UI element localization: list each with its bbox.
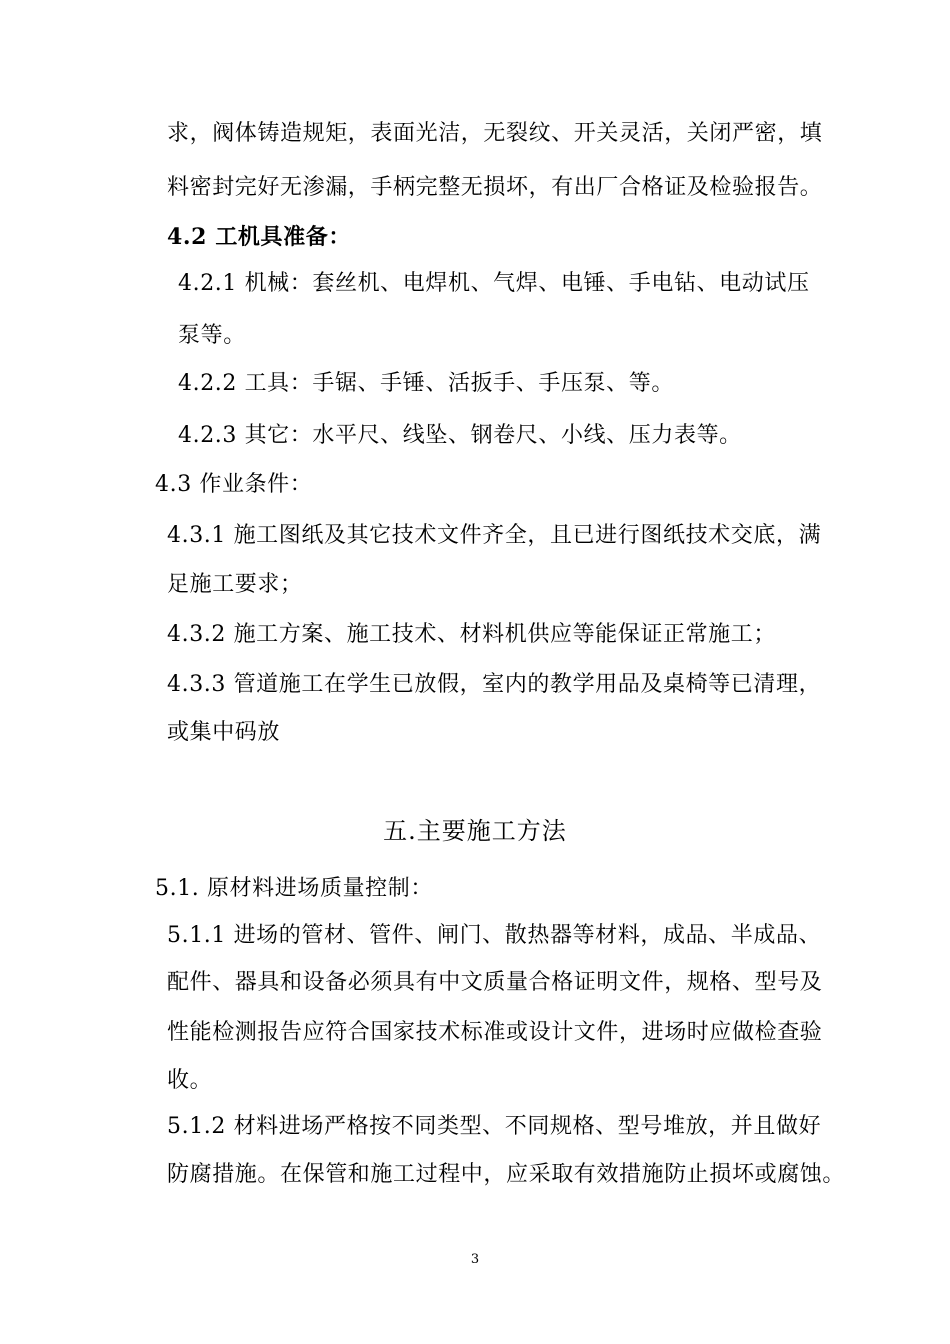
subsection-heading: 4.3 作业条件： — [155, 472, 313, 497]
subsection-heading: 4.2 工机具准备： — [167, 224, 351, 250]
subsection-heading: 5.1. 原材料进场质量控制： — [155, 876, 433, 901]
paragraph-line: 4.3.2 施工方案、施工技术、材料机供应等能保证正常施工； — [167, 622, 776, 647]
paragraph-line: 5.1.2 材料进场严格按不同类型、不同规格、型号堆放，并且做好 — [167, 1114, 822, 1139]
paragraph-line: 性能检测报告应符合国家技术标准或设计文件，进场时应做检查验 — [167, 1020, 823, 1045]
paragraph-line: 防腐措施。在保管和施工过程中，应采取有效措施防止损坏或腐蚀。 — [167, 1162, 846, 1187]
paragraph-line: 4.2.2 工具：手锯、手锤、活扳手、手压泵、等。 — [178, 371, 674, 396]
paragraph-line: 或集中码放 — [167, 720, 281, 745]
paragraph-line: 料密封完好无渗漏，手柄完整无损坏，有出厂合格证及检验报告。 — [167, 175, 823, 200]
paragraph-line: 4.2.1 机械：套丝机、电焊机、气焊、电锤、手电钻、电动试压 — [178, 271, 810, 296]
page-number: 3 — [470, 1252, 480, 1267]
paragraph-line: 5.1.1 进场的管材、管件、闸门、散热器等材料，成品、半成品、 — [167, 923, 822, 948]
paragraph-line: 求，阀体铸造规矩，表面光洁，无裂纹、开关灵活，关闭严密，填 — [167, 121, 823, 146]
paragraph-line: 配件、器具和设备必须具有中文质量合格证明文件，规格、型号及 — [167, 970, 823, 995]
section-title: 五.主要施工方法 — [383, 817, 567, 845]
paragraph-line: 4.3.3 管道施工在学生已放假，室内的教学用品及桌椅等已清理， — [167, 672, 822, 697]
paragraph-line: 4.2.3 其它：水平尺、线坠、钢卷尺、小线、压力表等。 — [178, 423, 742, 448]
paragraph-line: 4.3.1 施工图纸及其它技术文件齐全，且已进行图纸技术交底，满 — [167, 523, 822, 548]
paragraph-line: 泵等。 — [178, 323, 246, 348]
paragraph-line: 足施工要求； — [167, 572, 303, 597]
paragraph-line: 收。 — [167, 1068, 213, 1093]
